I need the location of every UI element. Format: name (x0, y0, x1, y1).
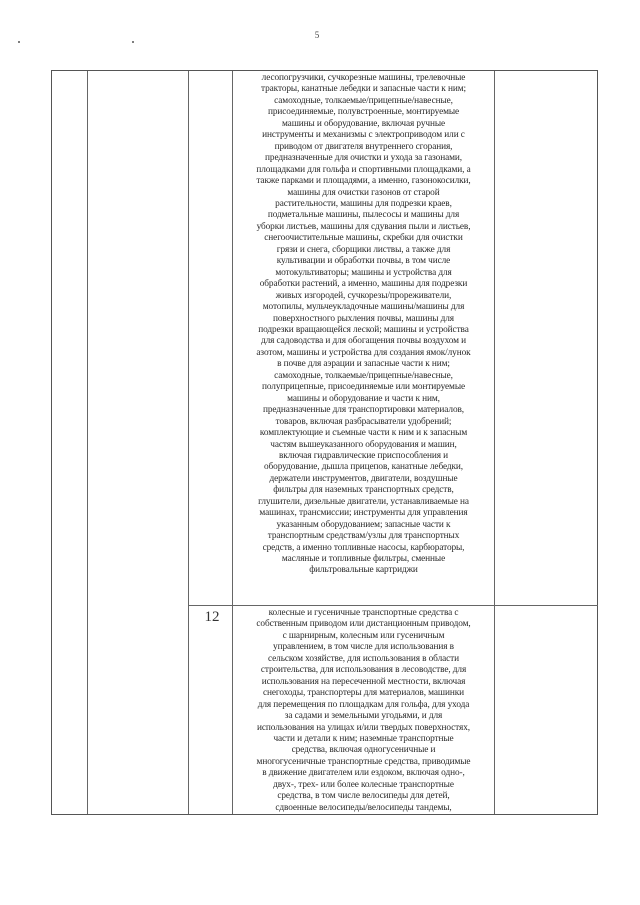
description-line: оборудование, дышла прицепов, канатные лебедки, (263, 462, 464, 473)
description-line: поверхностного рыхления почвы, машины для (273, 313, 454, 324)
description-line: средств, а именно топливные насосы, карбюраторы, (262, 542, 465, 553)
description-line: полуприцепные, присоединяемые или монтируемые (261, 382, 465, 393)
description-line: с шарнирным, колесным или гусеничным (282, 630, 445, 641)
column-divider (87, 71, 88, 814)
description-line: использования на улицах и/или твердых поверхностях, (257, 722, 470, 733)
description-line: культивации и обработки почвы, в том числе (276, 256, 451, 267)
description-line: подрезки вращающейся леской; машины и устройства (258, 324, 469, 335)
description-line: частям вышеуказанного оборудования и машин, (270, 439, 457, 450)
description-line: мотопилы, мульчеукладочные машины/машины для (262, 302, 465, 313)
description-line: указанным оборудованием; запасные части к (276, 519, 451, 530)
description-line: в почве для аэрации и запасные части к ним; (277, 359, 450, 370)
description-line: строительства, для использования в лесоводстве, для (260, 665, 467, 676)
description-line: товаров, включая разбрасыватели удобрений; (275, 416, 452, 427)
description-line: использования на пересеченной местности, включая (261, 676, 466, 687)
description-line: также парками и площадями, а именно, газонокосилки, (256, 176, 471, 187)
description-line: многогусеничные транспортные средства, приводимые (256, 756, 471, 767)
description-line: средства, включая одногусеничные и (291, 745, 436, 756)
description-line: управлением, в том числе для использования в (273, 642, 454, 653)
goods-classification-table (51, 70, 598, 815)
description-line: инструменты и механизмы с электроприводом или с (262, 130, 465, 141)
description-line: подметальные машины, пылесосы и машины для (267, 210, 460, 221)
description-line: присоединяемые, полувстроенные, монтируемые (267, 107, 460, 118)
description-line: комплектующие и съемные части к ним и к запасным (259, 428, 468, 439)
description-line: колесные и гусеничные транспортные средства с (268, 608, 459, 618)
column-divider (188, 71, 189, 814)
description-line: обработки растений, а именно, машины для подрезки (259, 279, 468, 290)
description-line: предназначенные для очистки и ухода за газонами, (265, 153, 462, 164)
description-line: приводом от двигателя внутреннего сгорания, (274, 141, 453, 152)
description-line: собственным приводом или дистанционным приводом, (256, 619, 471, 630)
description-line: фильтровальные картриджи (309, 565, 418, 576)
scan-speck (132, 41, 134, 43)
row-divider (188, 605, 598, 606)
description-line: для садоводства и для обогащения почвы воздухом и (260, 336, 467, 347)
description-line: машины для очистки газонов от старой (287, 187, 440, 198)
description-line: площадками для гольфа и спортивными площадками, а (256, 164, 471, 175)
class-number: 12 (204, 609, 220, 625)
description-line: транспортным средствам/узлы для транспортных (267, 531, 460, 542)
description-line: двух-, трех- или более колесные транспортные (273, 779, 454, 790)
description-line: азотом, машины и устройства для создания ямок/лунок (256, 347, 471, 358)
description-line: за садами и земельными угодьями, и для (284, 711, 443, 722)
description-line: сдвоенные велосипеды/велосипеды тандемы, (275, 802, 452, 813)
description-line: снегоходы, транспортеры для материалов, машинки (262, 688, 464, 699)
description-line: мотокультиваторы; машины и устройства для (275, 267, 452, 278)
column-divider (232, 71, 233, 814)
description-line: машины и оборудование, включая ручные (281, 118, 446, 129)
description-line: предназначенные для транспортировки материалов, (262, 405, 465, 416)
description-line: фильтры для наземных транспортных средств, (273, 485, 454, 496)
goods-description-continued (235, 73, 492, 577)
description-line: грязи и снега, сборщики листвы, а также для (276, 244, 451, 255)
description-line: лесопогрузчики, сучкорезные машины, трелевочные (261, 73, 466, 83)
description-line: масляные и топливные фильтры, сменные (281, 554, 446, 565)
description-line: машинах, трансмиссии; инструменты для управления (259, 508, 468, 519)
description-line: живых изгородей, сучкорезы/прореживатели, (275, 290, 452, 301)
description-line: включая гидравлические приспособления и (278, 450, 449, 461)
description-line: средства, в том числе велосипеды для детей, (277, 791, 450, 802)
goods-description-class-12 (235, 608, 492, 814)
description-line: машины и оборудование и части к ним, (287, 393, 440, 404)
description-line: части и детали к ним; наземные транспортные (273, 733, 454, 744)
scan-speck (18, 41, 20, 43)
description-line: тракторы, канатные лебедки и запасные части к ним; (261, 84, 466, 95)
description-line: глушители, дизельные двигатели, устанавливаемые на (258, 496, 469, 507)
description-line: уборки листьев, машины для сдувания пыли и листьев, (256, 221, 471, 232)
description-line: самоходные, толкаемые/прицепные/навесные, (274, 370, 453, 381)
description-line: снегоочистительные машины, скребки для очистки (264, 233, 463, 244)
description-line: для перемещения по площадкам для гольфа, для ухода (257, 699, 470, 710)
description-line: растительности, машины для подрезки краев, (275, 198, 452, 209)
description-line: самоходные, толкаемые/прицепные/навесные, (274, 95, 453, 106)
description-line: держатели инструментов, двигатели, воздушные (269, 473, 458, 484)
page-number: 5 (314, 30, 320, 40)
column-divider (494, 71, 495, 814)
description-line: сельском хозяйстве, для использования в области (267, 653, 460, 664)
description-line: в движение двигателем или ездоком, включая одно-, (262, 768, 465, 779)
